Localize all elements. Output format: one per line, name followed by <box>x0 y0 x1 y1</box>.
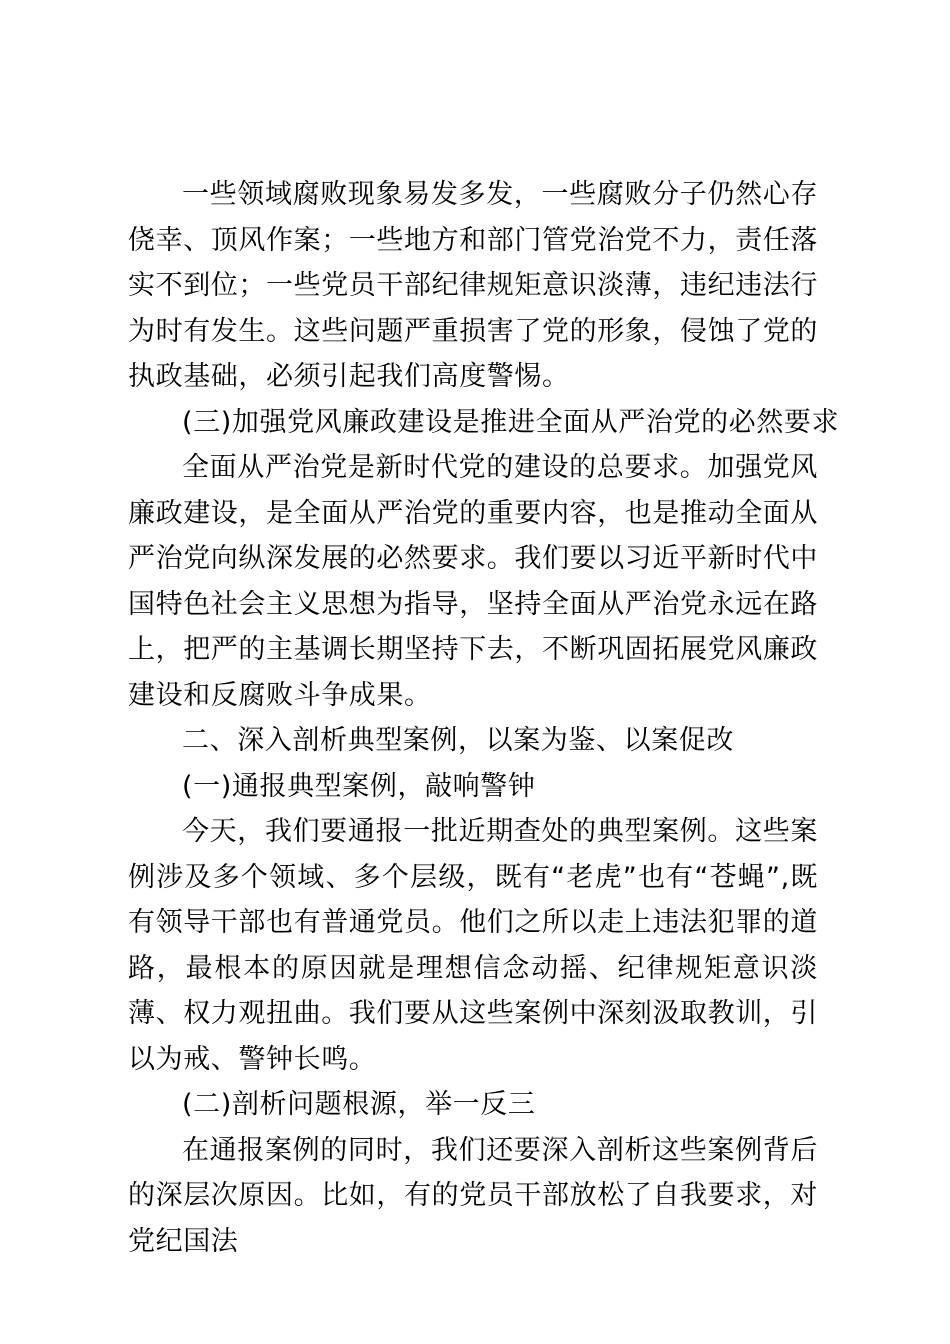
body-paragraph: 一些领域腐败现象易发多发，一些腐败分子仍然心存侥幸、顶风作案；一些地方和部门管党治党不力，责任落实不到位；一些党员干部纪律规矩意识淡薄，违纪违法行为时有发生。这些问题严重损害了党的形象，侵蚀了党的执政基础，必须引起我们高度警惕。 <box>128 179 818 392</box>
body-paragraph: 全面从严治党是新时代党的建设的总要求。加强党风廉政建设，是全面从严治党的重要内容，也是推动全面从严治党向纵深发展的必然要求。我们要以习近平新时代中国特色社会主义思想为指导，坚持全面从严治党永远在路上，把严的主基调长期坚持下去，不断巩固拓展党风廉政建设和反腐败斗争成果。 <box>128 452 818 711</box>
section-heading: 二、深入剖析典型案例，以案为鉴、以案促改 <box>182 725 734 756</box>
body-paragraph: 今天，我们要通报一批近期查处的典型案例。这些案例涉及多个领域、多个层级，既有“老虎”也有“苍蝇”,既有领导干部也有普通党员。他们之所以走上违法犯罪的道路，最根本的原因就是理想信念动摇、纪律规矩意识淡薄、权力观扭曲。我们要从这些案例中深刻汲取教训，引以为戒、警钟长鸣。 <box>128 816 818 1075</box>
section-heading: (三)加强党风廉政建设是推进全面从严治党的必然要求 <box>182 406 840 438</box>
subsection-heading: (二)剖析问题根源，举一反三 <box>182 1089 536 1120</box>
body-paragraph: 在通报案例的同时，我们还要深入剖析这些案例背后的深层次原因。比如，有的党员干部放松了自我要求，对党纪国法 <box>128 1134 818 1257</box>
subsection-heading: (一)通报典型案例，敲响警钟 <box>182 770 536 802</box>
document-body <box>128 172 840 1264</box>
